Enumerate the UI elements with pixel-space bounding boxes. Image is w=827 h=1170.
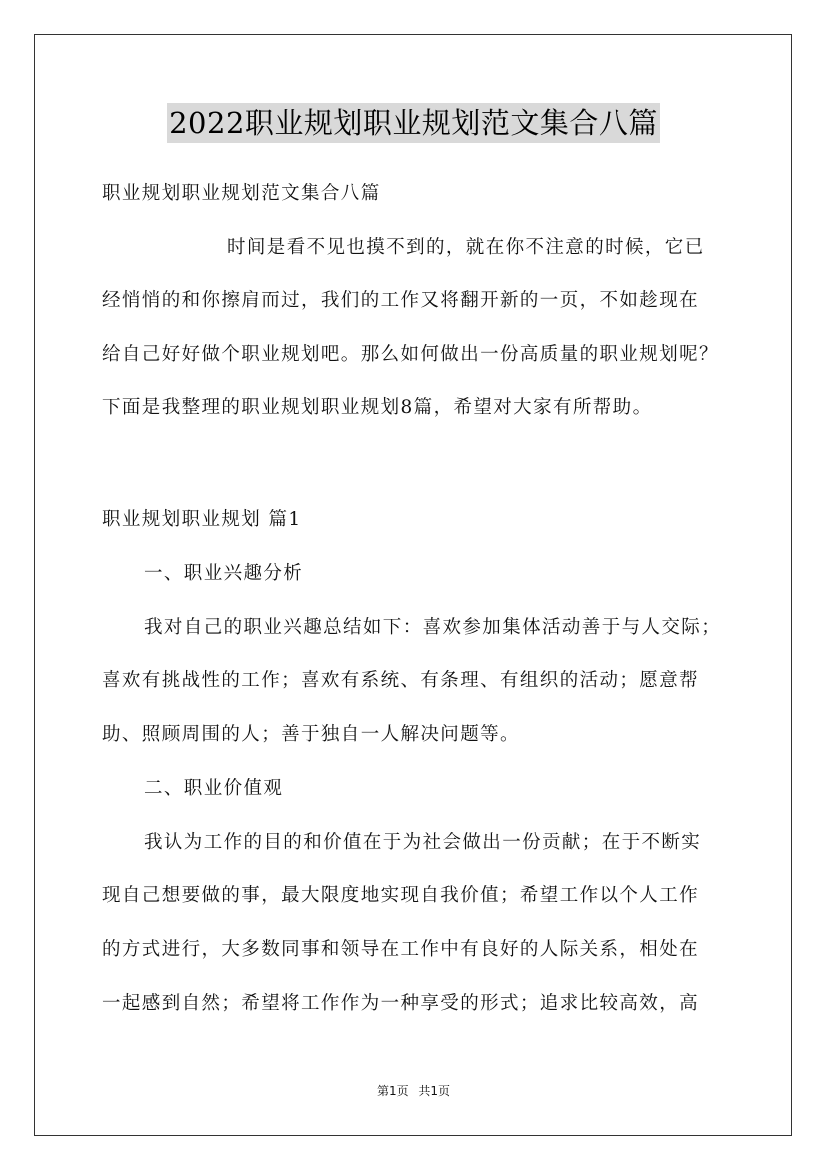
document-title-text: 2022职业规划职业规划范文集合八篇 <box>167 103 660 143</box>
paragraph-line: 一起感到自然；希望将工作作为一种享受的形式；追求比较高效，高 <box>102 993 700 1014</box>
heading-career-interest: 一、职业兴趣分析 <box>144 563 304 584</box>
paragraph-line: 我认为工作的目的和价值在于为社会做出一份贡献；在于不断实 <box>144 832 702 853</box>
paragraph-line: 现自己想要做的事，最大限度地实现自我价值；希望工作以个人工作 <box>102 885 700 906</box>
intro-line: 经悄悄的和你擦肩而过，我们的工作又将翻开新的一页，不如趁现在 <box>102 290 700 311</box>
page-footer <box>0 1083 827 1099</box>
intro-line: 时间是看不见也摸不到的，就在你不注意的时候，它已 <box>227 237 705 258</box>
document-title <box>0 103 827 143</box>
heading-career-values: 二、职业价值观 <box>144 778 284 799</box>
document-subtitle: 职业规划职业规划范文集合八篇 <box>102 183 381 204</box>
paragraph-line: 的方式进行，大多数同事和领导在工作中有良好的人际关系，相处在 <box>102 939 700 960</box>
page-number-current: 第1页 <box>376 1084 409 1098</box>
page-number-total: 共1页 <box>418 1084 451 1098</box>
paragraph-line: 喜欢有挑战性的工作；喜欢有系统、有条理、有组织的活动；愿意帮 <box>102 670 700 691</box>
section-title: 职业规划职业规划 篇1 <box>102 509 302 530</box>
paragraph-line: 我对自己的职业兴趣总结如下：喜欢参加集体活动善于与人交际； <box>144 617 722 638</box>
paragraph-line: 助、照顾周围的人；善于独自一人解决问题等。 <box>102 724 520 745</box>
intro-line: 给自己好好做个职业规划吧。那么如何做出一份高质量的职业规划呢？ <box>102 344 719 365</box>
intro-line: 下面是我整理的职业规划职业规划8篇，希望对大家有所帮助。 <box>102 397 653 418</box>
